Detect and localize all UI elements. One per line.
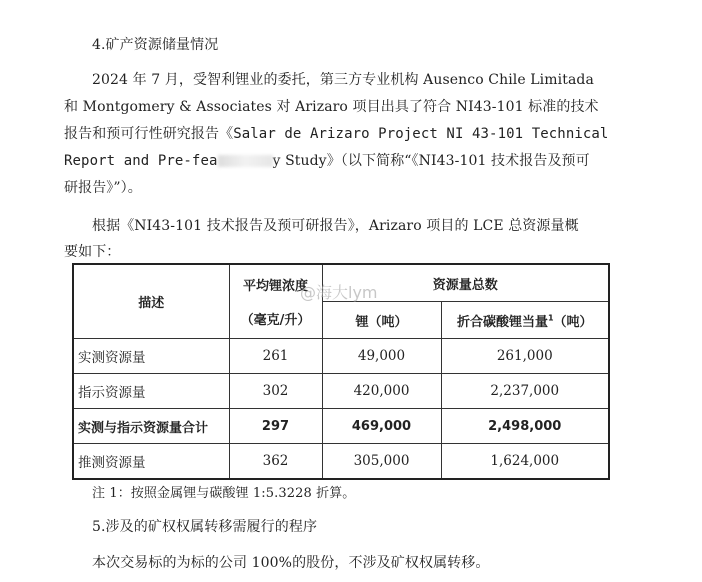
header-lce-unit: （吨） bbox=[553, 314, 593, 330]
table-footnote: 注 1：按照金属锂与碳酸锂 1:5.3228 折算。 bbox=[92, 486, 356, 501]
watermark: @海大lym bbox=[300, 283, 378, 302]
cell-lce: 2,498,000 bbox=[441, 409, 609, 444]
cell-lce: 2,237,000 bbox=[441, 374, 609, 409]
table-row bbox=[73, 374, 609, 409]
section-5-heading: 5.涉及的矿权权属转移需履行的程序 bbox=[92, 519, 318, 535]
header-grade-line2: （毫克/升） bbox=[240, 313, 311, 328]
paragraph-1-line: 2024 年 7 月，受智利锂业的委托，第三方专业机构 Ausenco Chile Limitada bbox=[92, 72, 594, 88]
cell-lce: 261,000 bbox=[441, 339, 609, 374]
cell-lithium: 49,000 bbox=[322, 339, 441, 374]
header-lithium: 锂（吨） bbox=[322, 302, 441, 339]
cell-grade: 302 bbox=[229, 374, 322, 409]
paragraph-1-line: 研报告》”）。 bbox=[64, 180, 142, 196]
cell-grade: 297 bbox=[229, 409, 322, 444]
table-row-total bbox=[73, 409, 609, 444]
header-lce bbox=[441, 302, 609, 339]
table-row bbox=[73, 444, 609, 480]
cell-lithium: 420,000 bbox=[322, 374, 441, 409]
cell-desc: 实测资源量 bbox=[73, 339, 229, 374]
cell-desc: 推测资源量 bbox=[73, 444, 229, 480]
table-row bbox=[73, 339, 609, 374]
cell-grade: 362 bbox=[229, 444, 322, 480]
blurred-text bbox=[218, 155, 273, 167]
cell-lithium: 305,000 bbox=[322, 444, 441, 480]
paragraph-1-line: 报告和预可行性研究报告《Salar de Arizaro Project NI 43-101 Technical bbox=[64, 126, 609, 142]
paragraph-2-line: 要如下： bbox=[64, 244, 121, 260]
footnote-marker: 1 bbox=[547, 313, 554, 323]
paragraph-3: 本次交易标的为标的公司 100%的股份，不涉及矿权权属转移。 bbox=[92, 555, 490, 571]
cell-desc: 实测与指示资源量合计 bbox=[73, 409, 229, 444]
paragraph-1-line: 和 Montgomery & Associates 对 Arizaro 项目出具了符合 NI43-101 标准的技术 bbox=[64, 99, 599, 115]
header-grade-line1: 平均锂浓度 bbox=[242, 279, 308, 294]
header-lce-label: 折合碳酸锂当量 bbox=[456, 314, 548, 330]
paragraph-1-line bbox=[64, 151, 590, 171]
paragraph-1-fragment: Report and Pre-fea bbox=[64, 153, 218, 169]
cell-lce: 1,624,000 bbox=[441, 444, 609, 480]
header-description: 描述 bbox=[73, 264, 229, 339]
header-total: 资源量总数 bbox=[322, 264, 609, 302]
paragraph-2-line: 根据《NI43-101 技术报告及预可研报告》，Arizaro 项目的 LCE 总资源量概 bbox=[92, 218, 579, 234]
cell-lithium: 469,000 bbox=[322, 409, 441, 444]
paragraph-1-fragment: y Study》（以下简称“《NI43-101 技术报告及预可 bbox=[272, 153, 590, 169]
section-4-heading: 4.矿产资源储量情况 bbox=[92, 37, 219, 53]
cell-grade: 261 bbox=[229, 339, 322, 374]
cell-desc: 指示资源量 bbox=[73, 374, 229, 409]
